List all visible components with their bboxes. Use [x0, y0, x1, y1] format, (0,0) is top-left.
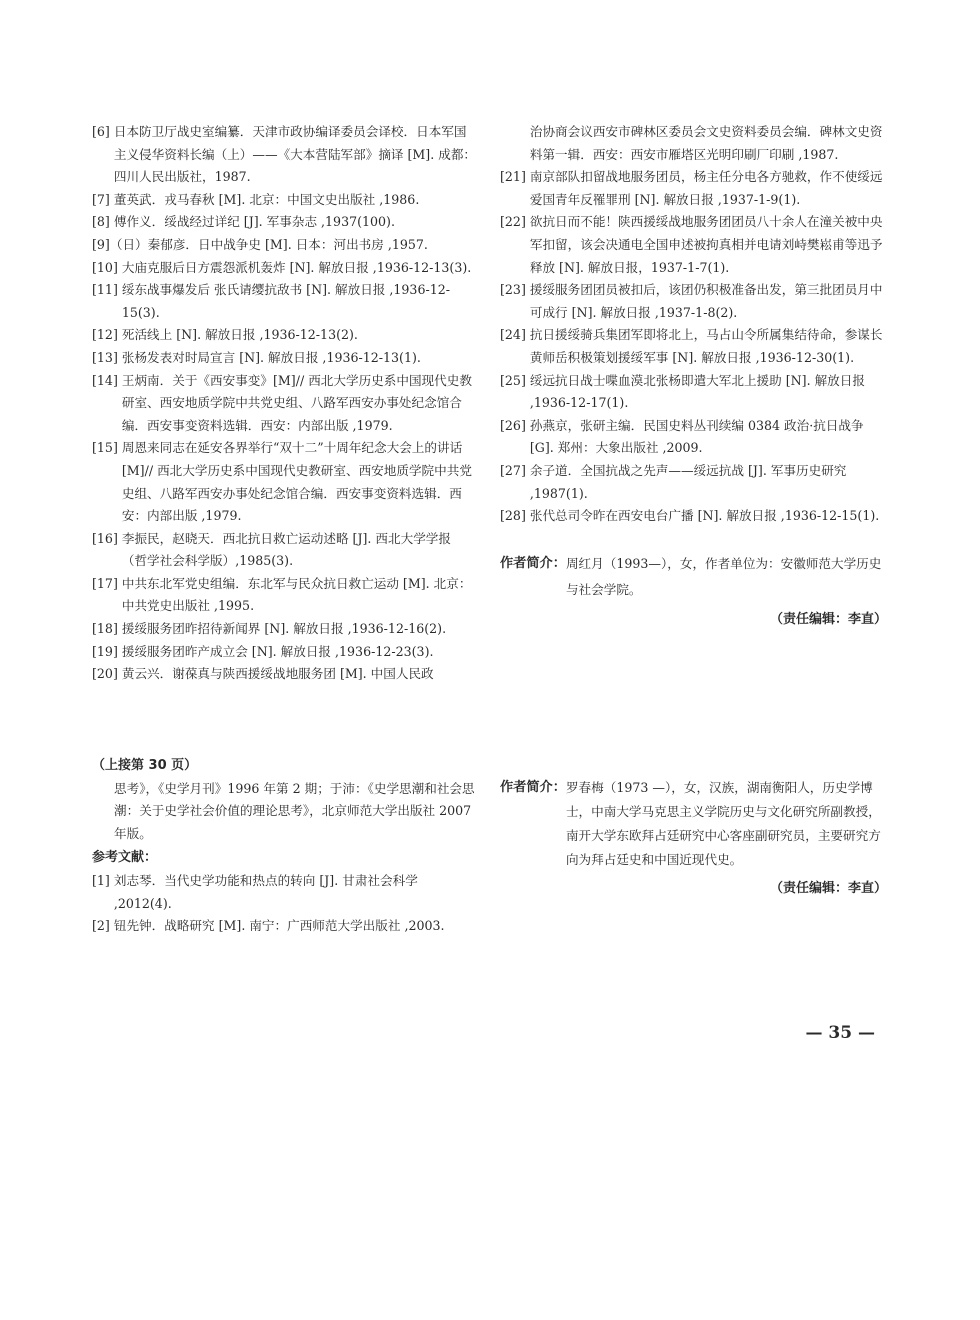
references-heading: 参考文献： [92, 850, 158, 866]
reference-item [92, 618, 476, 641]
reference-text: 刘志琴．当代史学功能和热点的转向 [J]. 甘肃社会科学 ,2012(4). [113, 872, 418, 911]
reference-number: [20] [92, 666, 122, 682]
reference-item [500, 166, 887, 211]
reference-number: [16] [92, 530, 122, 546]
reference-number: [8] [92, 214, 114, 230]
reference-item [500, 279, 887, 324]
author-bio-bottom [500, 776, 887, 872]
reference-text: 日本防卫厅战史室编纂．天津市政协编译委员会译校．日本军国主义侵华资料长编（上）——《大本营陆军部》摘译 [M]. 成都：四川人民出版社，1987. [113, 124, 477, 185]
reference-item [92, 347, 476, 370]
reference-text: 董英武．戎马春秋 [M]. 北京：中国文史出版社 ,1986. [113, 191, 420, 207]
reference-number: [27] [500, 462, 530, 478]
reference-number: [6] [92, 124, 114, 139]
reference-number: [13] [92, 349, 122, 365]
reference-item [500, 415, 887, 460]
reference-number: [19] [92, 643, 122, 659]
reference-item [92, 370, 476, 438]
responsible-editor-top: （责任编辑：李直） [769, 611, 887, 627]
reference-number: [18] [92, 621, 122, 637]
reference-text: 绥东战事爆发后 张氏请缨抗敌书 [N]. 解放日报 ,1936-12-15(3). [121, 282, 450, 320]
reference-number: [12] [92, 327, 122, 343]
reference-number: [2] [92, 918, 114, 934]
reference-item [92, 279, 476, 324]
page-number: — 35 — [805, 1023, 875, 1043]
author-bio-top [500, 551, 887, 603]
reference-item [92, 573, 476, 618]
reference-continuation [500, 121, 887, 166]
author-bio-label: 作者简介： [500, 555, 566, 571]
reference-item [92, 870, 476, 915]
continued-footnote-text: 思考》，《史学月刊》1996 年第 2 期；于沛：《史学思潮和社会思潮：关于史学社会价值的理论思考》，北京师范大学出版社 2007 年版。 [114, 780, 475, 841]
reference-number: [1] [92, 872, 114, 888]
reference-text: 死活线上 [N]. 解放日报 ,1936-12-13(2). [121, 327, 358, 343]
reference-text: 傅作义．绥战经过详纪 [J]. 军事杂志 ,1937(100). [113, 214, 395, 230]
reference-text: 援绥服务团昨产成立会 [N]. 解放日报 ,1936-12-23(3). [121, 643, 434, 659]
reference-number: [9] [92, 236, 110, 252]
reference-item [92, 324, 476, 347]
reference-text: 欲抗日而不能！陕西援绥战地服务团团员八十余人在潼关被中央军扣留，该会决通电全国申述被拘真相并电请刘峙樊崧甫等迅予释放 [N]. 解放日报，1937-1-7(1). [529, 214, 883, 275]
reference-item [500, 324, 887, 369]
reference-number: [23] [500, 282, 530, 298]
reference-item [92, 528, 476, 573]
bottom-right-column [500, 776, 887, 901]
reference-text: 余子道．全国抗战之先声——绥远抗战 [J]. 军事历史研究 ,1987(1). [529, 462, 847, 501]
references-left-column [92, 121, 476, 686]
reference-item [92, 915, 476, 938]
reference-item [92, 121, 476, 189]
reference-number: [24] [500, 327, 530, 343]
reference-list-left [92, 121, 476, 686]
reference-number: [15] [92, 440, 122, 456]
reference-text: 张代总司令昨在西安电台广播 [N]. 解放日报 ,1936-12-15(1). [529, 508, 880, 524]
reference-text: 黄云兴．谢葆真与陕西援绥战地服务团 [M]. 中国人民政 [121, 666, 434, 682]
reference-text: 王炳南．关于《西安事变》[M]// 西北大学历史系中国现代史教研室、西安地质学院中共党史组、八路军西安办事处纪念馆合编．西安事变资料选辑．西安：内部出版 ,1979. [121, 372, 472, 433]
reference-number: [17] [92, 575, 122, 591]
reference-item [92, 211, 476, 234]
references-right-column [500, 121, 887, 631]
reference-number: [10] [92, 259, 122, 275]
reference-number: [22] [500, 214, 530, 230]
author-bio-text: 罗春梅（1973 —），女，汉族，湖南衡阳人，历史学博士，中南大学马克思主义学院历史与文化研究所副教授，南开大学东欧拜占廷研究中心客座副研究员，主要研究方向为拜占廷史和中国近现代史。 [565, 780, 881, 867]
reference-item [500, 460, 887, 505]
continued-from-note: （上接第 30 页） [92, 758, 198, 773]
reference-number: [21] [500, 169, 530, 185]
reference-text: 张杨发表对时局宣言 [N]. 解放日报 ,1936-12-13(1). [121, 349, 421, 365]
reference-item [92, 257, 476, 280]
reference-item [500, 370, 887, 415]
reference-text: 抗日援绥骑兵集团军即将北上，马占山令所属集结待命，参谋长黄师岳积极策划援绥军事 [N]. 解放日报 ,1936-12-30(1). [529, 327, 883, 365]
reference-text: 援绥服务团团员被扣后，该团仍积极准备出发，第三批团员月中可成行 [N]. 解放日报 ,1937-1-8(2). [529, 282, 883, 320]
reference-text: 大庙克服后日方震怨派机轰炸 [N]. 解放日报 ,1936-12-13(3). [121, 259, 472, 275]
reference-item [500, 211, 887, 279]
reference-number: [25] [500, 372, 530, 388]
reference-item [92, 234, 476, 257]
reference-list-bottom [92, 870, 476, 938]
reference-text: 绥远抗日战士喋血漠北张杨即遣大军北上援助 [N]. 解放日报 ,1936-12-17(1). [529, 372, 865, 411]
author-bio-text: 周红月（1993—），女，作者单位为：安徽师范大学历史与社会学院。 [565, 555, 882, 597]
reference-number: [7] [92, 191, 114, 207]
reference-text: 孙燕京，张研主编．民国史料丛刊续编 0384 政治·抗日战争 [G]. 郑州：大象出版社 ,2009. [529, 417, 864, 456]
bottom-left-column [92, 755, 476, 938]
reference-text: 周恩来同志在延安各界举行“双十二”十周年纪念大会上的讲话 [M]// 西北大学历史系中国现代史教研室、西安地质学院中共党史组、八路军西安办事处纪念馆合编．西安事变资料选辑．西安：内部出版 ,1979. [121, 440, 472, 524]
reference-text: 南京部队扣留战地服务团员，杨主任分电各方驰救，作不使绥远爱国青年反罹罪刑 [N]. 解放日报 ,1937-1-9(1). [529, 169, 883, 207]
reference-number: [28] [500, 508, 530, 524]
reference-item [92, 189, 476, 212]
reference-text: 李振民，赵晓天．西北抗日救亡运动述略 [J]. 西北大学学报（哲学社会科学版）,1985(3). [121, 530, 451, 569]
reference-number: [11] [92, 282, 122, 298]
author-bio-label: 作者简介： [500, 780, 566, 795]
reference-list-right [500, 166, 887, 528]
reference-item [92, 663, 476, 686]
reference-item [92, 641, 476, 664]
reference-continuation-text: 治协商会议西安市碑林区委员会文史资料委员会编．碑林文史资料第一辑．西安：西安市雁塔区光明印刷厂印刷 ,1987. [529, 124, 883, 162]
reference-text: 钮先钟．战略研究 [M]. 南宁：广西师范大学出版社 ,2003. [113, 918, 445, 934]
responsible-editor-bottom: （责任编辑：李直） [769, 881, 887, 896]
reference-item [92, 437, 476, 527]
reference-text: 援绥服务团昨招待新闻界 [N]. 解放日报 ,1936-12-16(2). [121, 621, 447, 637]
reference-number: [14] [92, 372, 122, 388]
reference-item [500, 505, 887, 528]
reference-text: 中共东北军党史组编．东北军与民众抗日救亡运动 [M]. 北京：中共党史出版社 ,1995. [121, 575, 472, 614]
reference-number: [26] [500, 417, 530, 433]
reference-text: （日）秦郁彦．日中战争史 [M]. 日本：河出书房 ,1957. [109, 236, 428, 252]
